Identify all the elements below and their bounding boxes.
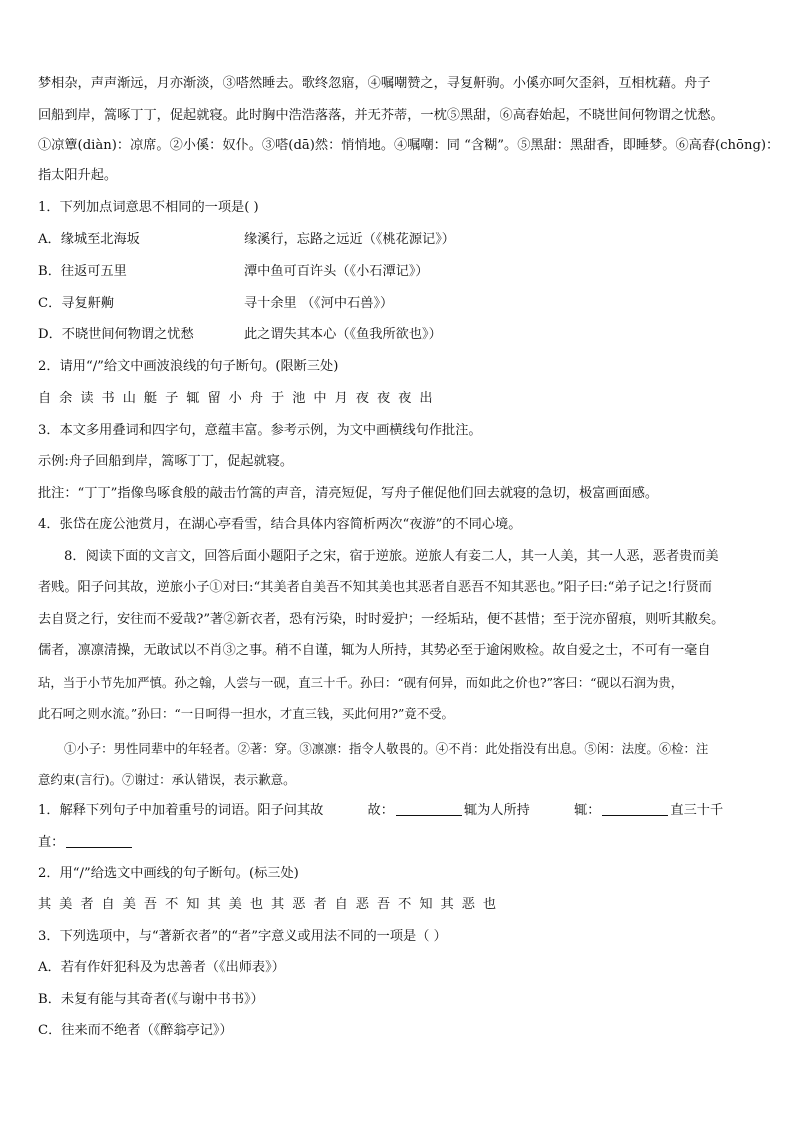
option-c: C．寻复鼾齁 寻十余里 （《河中石兽》） xyxy=(38,296,394,311)
passage8-line: 8．阅读下面的文言文，回答后面小题阳子之宋，宿于逆旅。逆旅人有妾二人，其一人美，其一人恶，恶者贵而美 xyxy=(64,549,719,564)
question-3: 3．本文多用叠词和四字句，意蕴丰富。参考示例，为文中画横线句作批注。 xyxy=(38,423,482,438)
question-1: 1．下列加点词意思不相同的一项是( ) xyxy=(38,200,259,215)
option-a: A．缘城至北海坂 缘溪行，忘路之远近（《桃花源记》） xyxy=(38,232,455,247)
question-8-1: 1．解释下列句子中加着重号的词语。阳子问其故 故： 辄为人所持 辄： 直三十千 xyxy=(38,803,724,818)
passage8-line: 此石呵之则水流。”孙曰：“一日呵得一担水，才直三钱，买此何用?”竟不受。 xyxy=(38,706,454,721)
question-3-example: 示例:舟子回船到岸，篙啄丁丁，促起就寝。 xyxy=(38,454,294,469)
footnote-line: ①凉簟(diàn)：凉席。②小傒：奴仆。③嗒(dā)然：悄悄地。④嘱嘲：同 “含糊”。⑤黑甜：黑甜香，即睡梦。⑥高舂(chōng)： xyxy=(38,138,780,153)
question-8-2: 2．用“/”给选文中画线的句子断句。(标三处) xyxy=(38,866,299,881)
answer-blank[interactable] xyxy=(602,801,668,816)
question-2: 2．请用“/”给文中画波浪线的句子断句。(限断三处) xyxy=(38,359,339,374)
footnote-line: 指太阳升起。 xyxy=(38,168,118,183)
passage8-line: 去自贤之行，安往而不爱哉?”著②新衣者，恐有污染，时时爱护；一经垢玷，便不甚惜；至于浣亦留痕，则听其敝矣。 xyxy=(38,612,725,627)
option-b: B．往返可五里 潭中鱼可百许头（《小石潭记》） xyxy=(38,264,429,279)
option-c: C．往来而不绝者（《醉翁亭记》） xyxy=(38,1023,233,1038)
answer-blank[interactable] xyxy=(66,833,132,848)
notes8-line: ①小子：男性同辈中的年轻者。②著：穿。③凛凛：指令人敬畏的。④不肖：此处指没有出息。⑤闲：法度。⑥检：注 xyxy=(64,741,709,756)
option-b: B．未复有能与其奇者(《与谢中书书》） xyxy=(38,992,264,1007)
passage8-line: 者贱。阳子问其故，逆旅小子①对曰:“其美者自美吾不知其美也其恶者自恶吾不知其恶也。”阳子曰:“弟子记之!行贤而 xyxy=(38,580,712,595)
question-2-text: 自余读书山艇子辄留小舟于池中月夜夜夜出 xyxy=(38,391,441,406)
question-8-3: 3．下列选项中，与“著新衣者”的“者”字意义或用法不同的一项是（ ） xyxy=(38,929,447,944)
question-8-1-cont: 直： xyxy=(38,833,134,853)
answer-blank[interactable] xyxy=(396,801,462,816)
passage8-line: 儒者，凛凛清操，无敢试以不肖③之事。稍不自谨，辄为人所持，其势必至于逾闲败检。故自爱之士，不可有一毫自 xyxy=(38,643,711,658)
passage8-line: 玷，当于小节先加严慎。孙之翰，人尝与一砚，直三十千。孙曰：“砚有何异，而如此之价也?”客曰：“砚以石润为贵， xyxy=(38,675,684,690)
notes8-line: 意约束(言行)。⑦谢过：承认错误，表示歉意。 xyxy=(38,772,296,787)
option-a: A．若有作奸犯科及为忠善者（《出师表》） xyxy=(38,960,285,975)
question-3-note: 批注：“丁丁”指像鸟啄食般的敲击竹篙的声音，清亮短促，写舟子催促他们回去就寝的急切，极富画面感。 xyxy=(38,486,659,501)
option-d: D．不晓世间何物谓之忧愁 此之谓失其本心（《鱼我所欲也》） xyxy=(38,327,442,342)
question-8-2-text: 其美者自美吾不知其美也其恶者自恶吾不知其恶也 xyxy=(38,897,505,912)
passage-line: 回船到岸，篙啄丁丁，促起就寝。此时胸中浩浩落落，并无芥蒂，一枕⑤黑甜，⑥高舂始起，不晓世间何物谓之忧愁。 xyxy=(38,108,724,123)
passage-line: 梦相杂，声声渐远，月亦渐淡，③嗒然睡去。歌终忽寤，④嘱嘲赞之，寻复鼾驹。小傒亦呵欠歪斜，互相枕藉。舟子 xyxy=(38,76,711,91)
question-4: 4．张岱在庞公池赏月，在湖心亭看雪，结合具体内容简析两次“夜游”的不同心境。 xyxy=(38,517,522,532)
